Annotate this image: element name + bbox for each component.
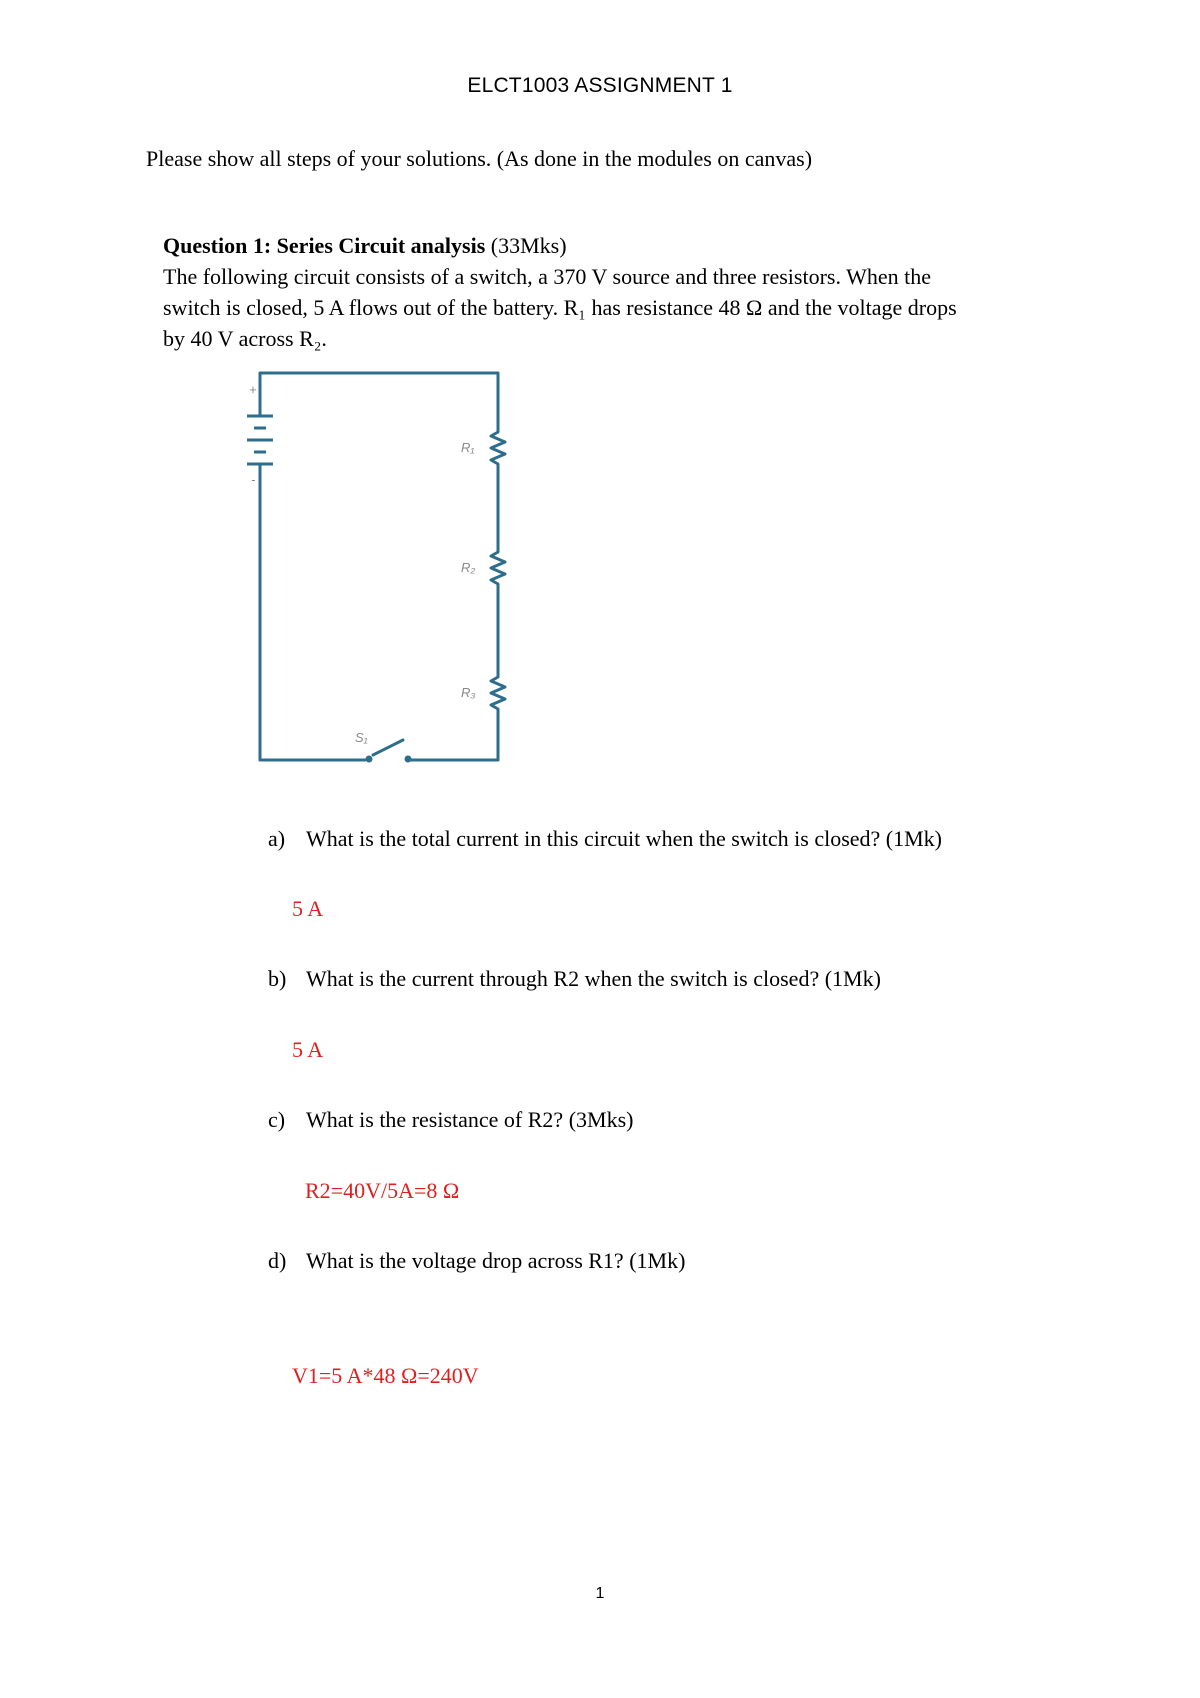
circuit-wire-top	[260, 373, 498, 430]
subquestion-c-text: What is the resistance of R2? (3Mks)	[306, 1107, 634, 1132]
question-1-heading: Question 1: Series Circuit analysis	[163, 233, 486, 258]
s1-label: S₁	[355, 730, 368, 745]
page-number: 1	[595, 1585, 605, 1602]
series-circuit-diagram	[225, 360, 525, 780]
switch-s1-arm	[373, 740, 403, 755]
answer-d: V1=5 A*48 Ω=240V	[292, 1363, 479, 1388]
subquestion-a	[268, 826, 942, 852]
battery-source	[247, 416, 273, 464]
battery-minus-label: -	[251, 472, 256, 487]
resistor-r3	[410, 675, 505, 760]
instructions-text: Please show all steps of your solutions. (As done in the modules on canvas)	[146, 146, 813, 171]
subquestion-c	[268, 1107, 633, 1133]
question-1-marks: (33Mks)	[490, 233, 567, 258]
subquestion-a-letter: a)	[268, 826, 286, 851]
r3-label: R₃	[461, 685, 476, 700]
question-1-heading-line	[163, 230, 1063, 261]
document-title: ELCT1003 ASSIGNMENT 1	[467, 74, 733, 97]
r2-label: R₂	[461, 560, 476, 575]
circuit-wire-left-bottom	[260, 472, 365, 760]
resistor-r2	[491, 550, 505, 675]
subquestion-d-letter: d)	[268, 1248, 287, 1273]
switch-contact-right	[405, 756, 412, 763]
answer-c: R2=40V/5A=8 Ω	[305, 1178, 460, 1203]
switch-contact-left	[366, 756, 373, 763]
battery-plus-label: +	[249, 382, 257, 397]
subquestion-c-letter: c)	[268, 1107, 286, 1132]
subquestion-d	[268, 1248, 685, 1274]
question-1-body-line-3: by 40 V across R₂.	[163, 326, 327, 351]
r1-label: R₁	[461, 440, 475, 455]
question-1-body-line-2: switch is closed, 5 A flows out of the battery. R₁ has resistance 48 Ω and the voltage drops	[163, 295, 957, 320]
subquestion-b-letter: b)	[268, 966, 287, 991]
resistor-r1	[491, 430, 505, 550]
answer-b: 5 A	[292, 1037, 324, 1062]
question-1-block	[163, 230, 1063, 354]
subquestion-a-text: What is the total current in this circuit when the switch is closed? (1Mk)	[306, 826, 943, 851]
subquestion-d-text: What is the voltage drop across R1? (1Mk)	[306, 1248, 686, 1273]
subquestion-b	[268, 966, 881, 992]
subquestion-b-text: What is the current through R2 when the switch is closed? (1Mk)	[306, 966, 881, 991]
question-1-body-line-1: The following circuit consists of a switch, a 370 V source and three resistors. When the	[163, 264, 931, 289]
answer-a: 5 A	[292, 896, 324, 921]
